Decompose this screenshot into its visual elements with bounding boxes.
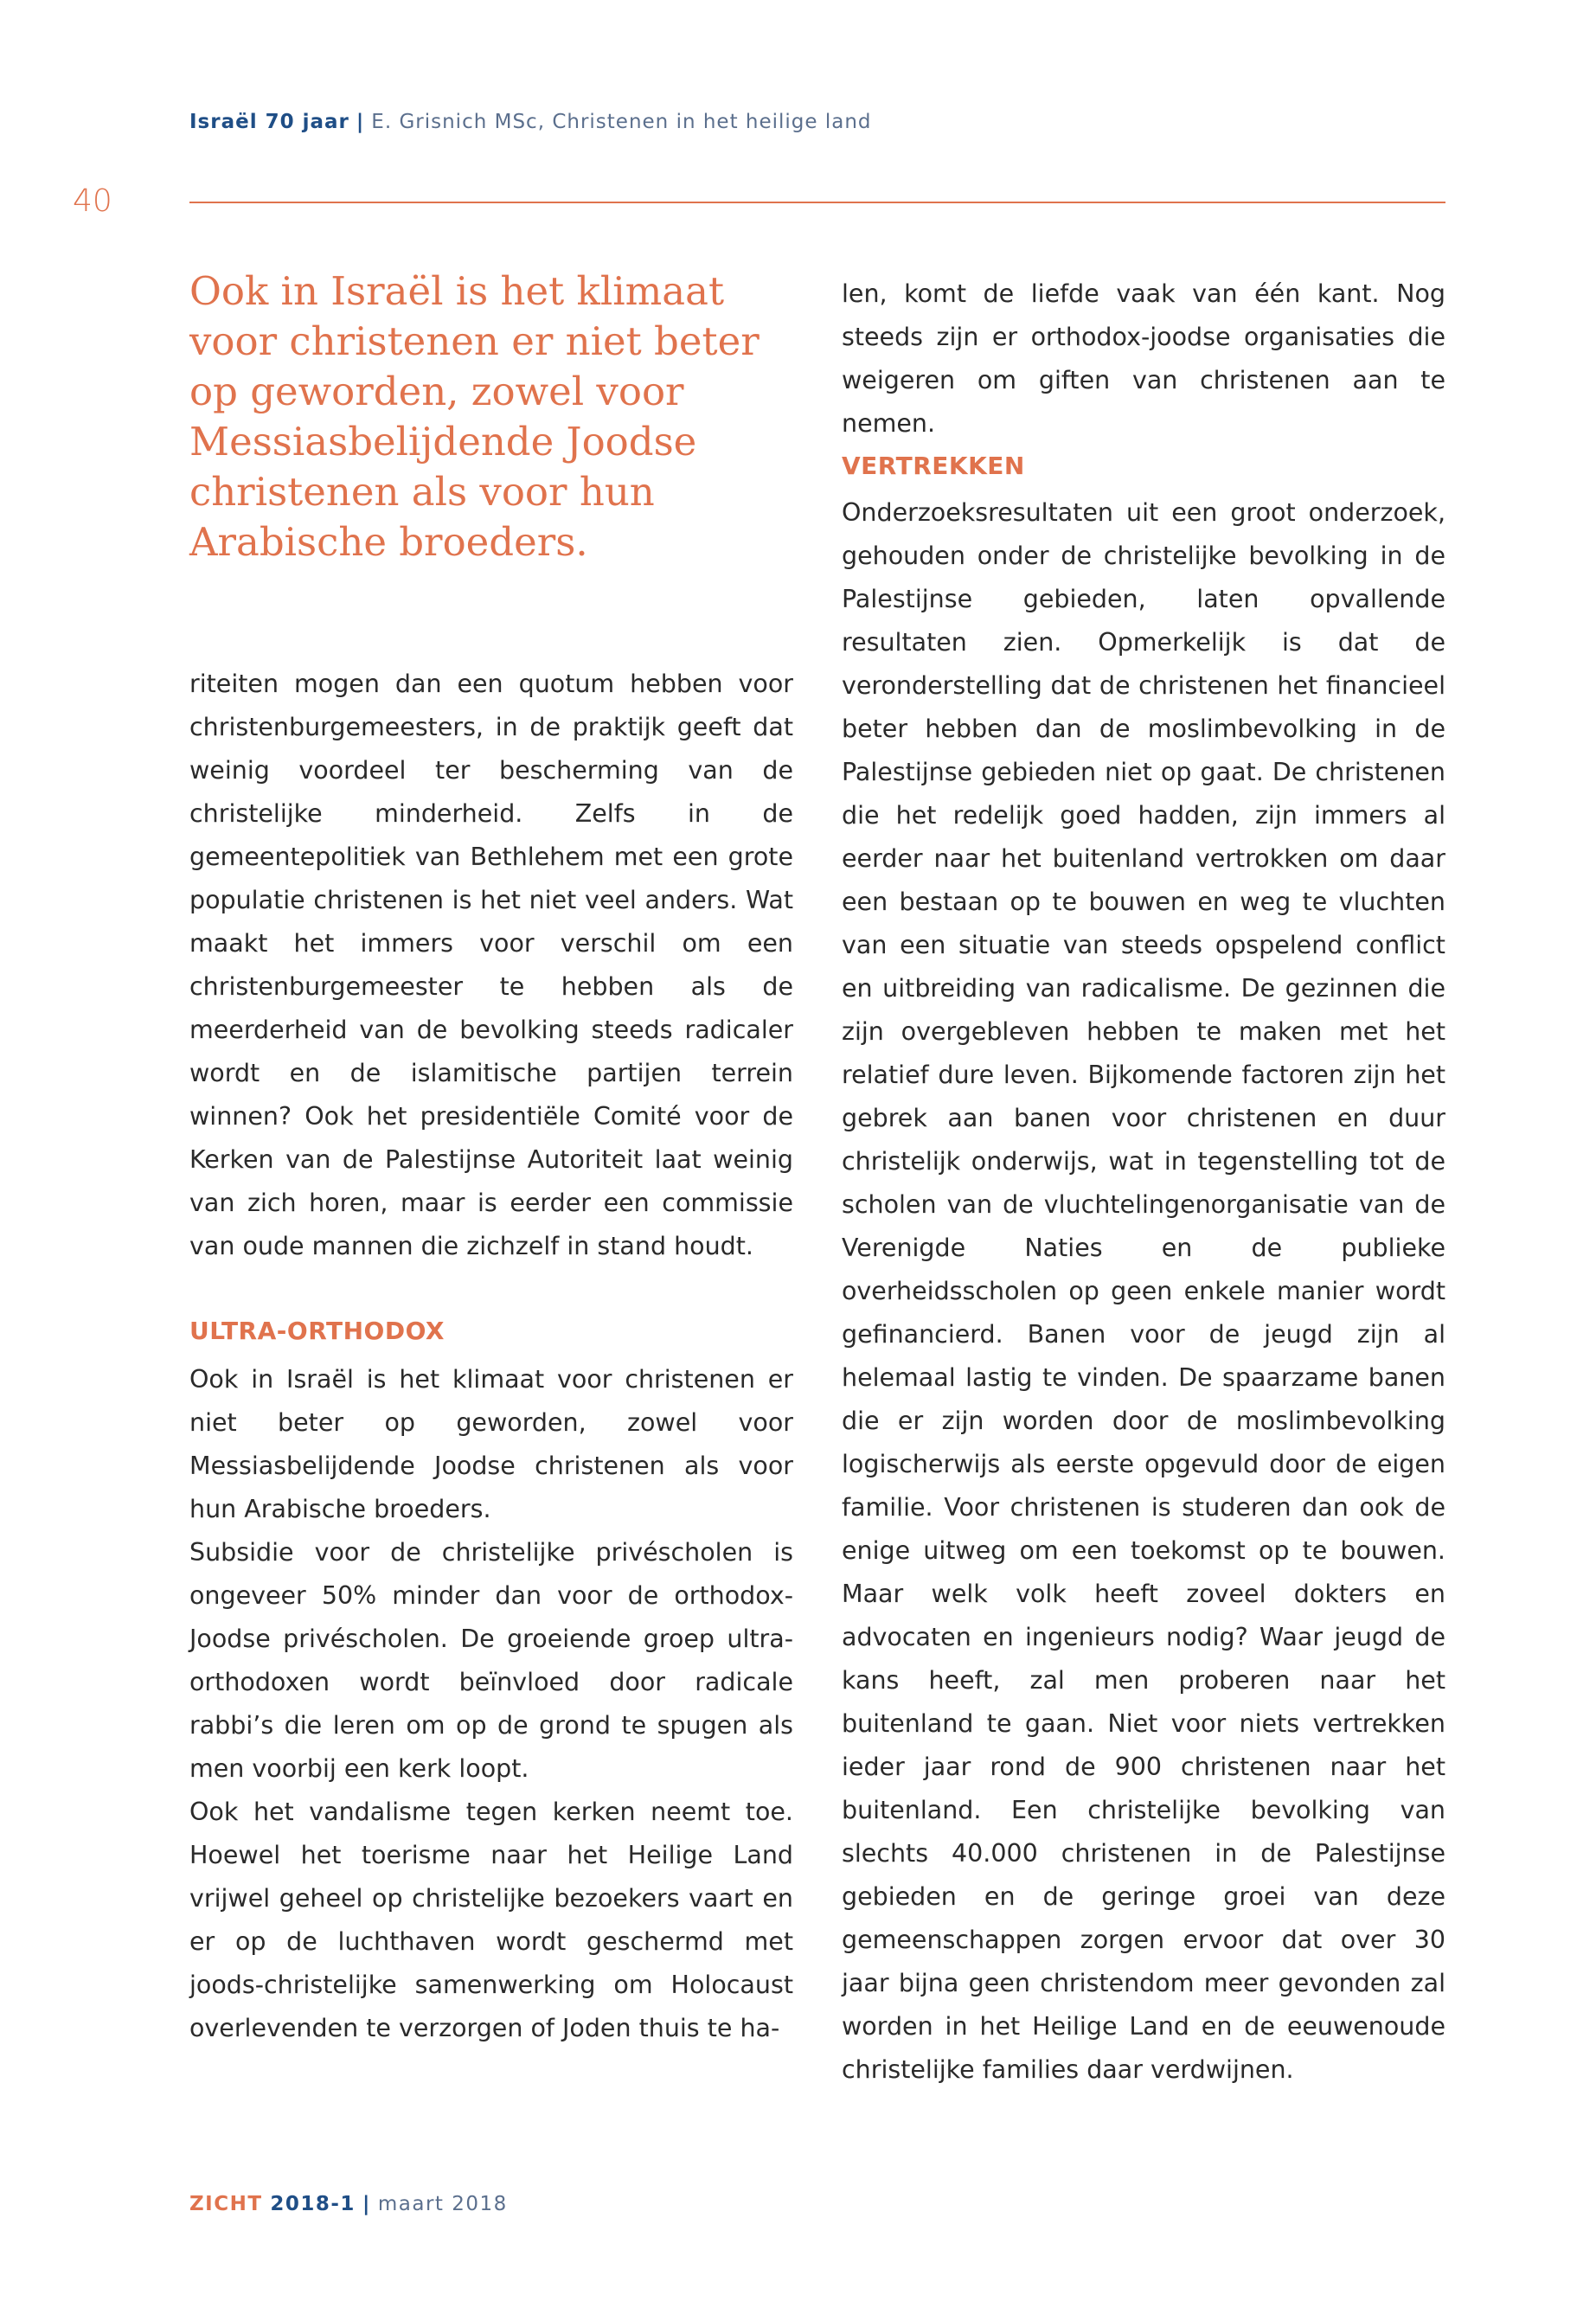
header-separator: | (356, 111, 365, 133)
right-paragraph-2: Onderzoeksresultaten uit een groot onderzoek, gehouden onder de christelijke bevolking in de Palestijnse gebieden, laten opvallende resultaten zien. Opmerkelijk is dat de veronderstelling dat de christenen het financieel beter hebben dan de moslimbevolking in de Palestijnse gebieden niet op gaat. De christenen die het redelijk goed hadden, zijn immers al eerder naar het buitenland vertrokken om daar een bestaan op te bouwen en weg te vluchten van een situatie van steeds opspelend conflict en uitbreiding van radicalisme. De gezinnen die zijn overgebleven hebben te maken met het relatief dure leven. Bijkomende factoren zijn het gebrek aan banen voor christenen en duur christelijk onderwijs, wat in tegenstelling tot de scholen van de vluchtelingenorganisatie van de Verenigde Naties en de publieke overheidsscholen op geen enkele manier wordt gefinancierd. Banen voor de jeugd zijn al helemaal lastig te vinden. De spaarzame banen die er zijn worden door de moslimbevolking logischerwijs als eerste opgevuld door de eigen familie. Voor christenen is studeren dan ook de enige uitweg om een toekomst op te bouwen. Maar welk volk heeft zoveel dokters en advocaten en ingenieurs nodig? Waar jeugd de kans heeft, zal men proberen naar het buitenland te gaan. Niet voor niets vertrekken ieder jaar rond de 900 christenen naar het buitenland. Een christelijke bevolking van slechts 40.000 christenen in de Palestijnse gebieden en de geringe groei van deze gemeenschappen zorgen ervoor dat over 30 jaar bijna geen christendom meer gevonden zal worden in het Heilige Land en de eeuwenoude christelijke families daar verdwijnen. (842, 498, 1445, 2084)
left-paragraph-4: Ook het vandalisme tegen kerken neemt toe. Hoewel het toerisme naar het Heilige Land vrijwel geheel op christelijke bezoekers vaart en er op de luchthaven wordt geschermd met joods-christelijke samenwerking om Holocaust overlevenden te verzorgen of Joden thuis te ha- (189, 1798, 793, 2042)
footer-separator: | (362, 2193, 371, 2215)
left-paragraph-3: Subsidie voor de christelijke privéscholen is ongeveer 50% minder dan voor de orthodox-Joodse privéscholen. De groeiende groep ultra-orthodoxen wordt beïnvloed door radicale rabbi’s die leren om op de grond te spugen als men voorbij een kerk loopt. (189, 1538, 793, 1783)
left-paragraph-1: riteiten mogen dan een quotum hebben voor christenburgemeesters, in de praktijk geeft dat weinig voordeel ter bescherming van de christelijke minderheid. Zelfs in de gemeentepolitiek van Bethlehem met een grote populatie christenen is het niet veel anders. Wat maakt het immers voor verschil om een christenburgemeester te hebben als de meerderheid van de bevolking steeds radicaler wordt en de islamitische partijen terrein winnen? Ook het presidentiële Comité voor de Kerken van de Palestijnse Autoriteit laat weinig van zich horen, maar is eerder een commissie van oude mannen die zichzelf in stand houdt. (189, 670, 793, 1260)
issue-number: 2018-1 (270, 2193, 356, 2215)
right-paragraph-1: len, komt de liefde vaak van één kant. Nog steeds zijn er orthodox-joodse organisaties die weigeren om giften van christenen aan te nemen. (842, 279, 1445, 438)
page-number: 40 (73, 183, 112, 219)
section-title: Israël 70 jaar (189, 111, 349, 133)
heading-vertrekken: VERTREKKEN (842, 452, 1025, 480)
article-byline: E. Grisnich MSc, Christenen in het heilige land (371, 111, 872, 133)
footer (189, 2193, 508, 2215)
header-rule (189, 202, 1445, 203)
issue-date: maart 2018 (377, 2193, 508, 2215)
magazine-name: ZICHT (189, 2193, 263, 2215)
pullquote: Ook in Israël is het klimaat voor christenen er niet beter op geworden, zowel voor Messiasbelijdende Joodse christenen als voor hun Arabische broeders. (189, 268, 760, 565)
running-header (189, 111, 872, 133)
heading-ultra-orthodox: ULTRA-ORTHODOX (189, 1317, 445, 1345)
left-paragraph-2: Ook in Israël is het klimaat voor christenen er niet beter op geworden, zowel voor Messiasbelijdende Joodse christenen als voor hun Arabische broeders. (189, 1365, 793, 1523)
